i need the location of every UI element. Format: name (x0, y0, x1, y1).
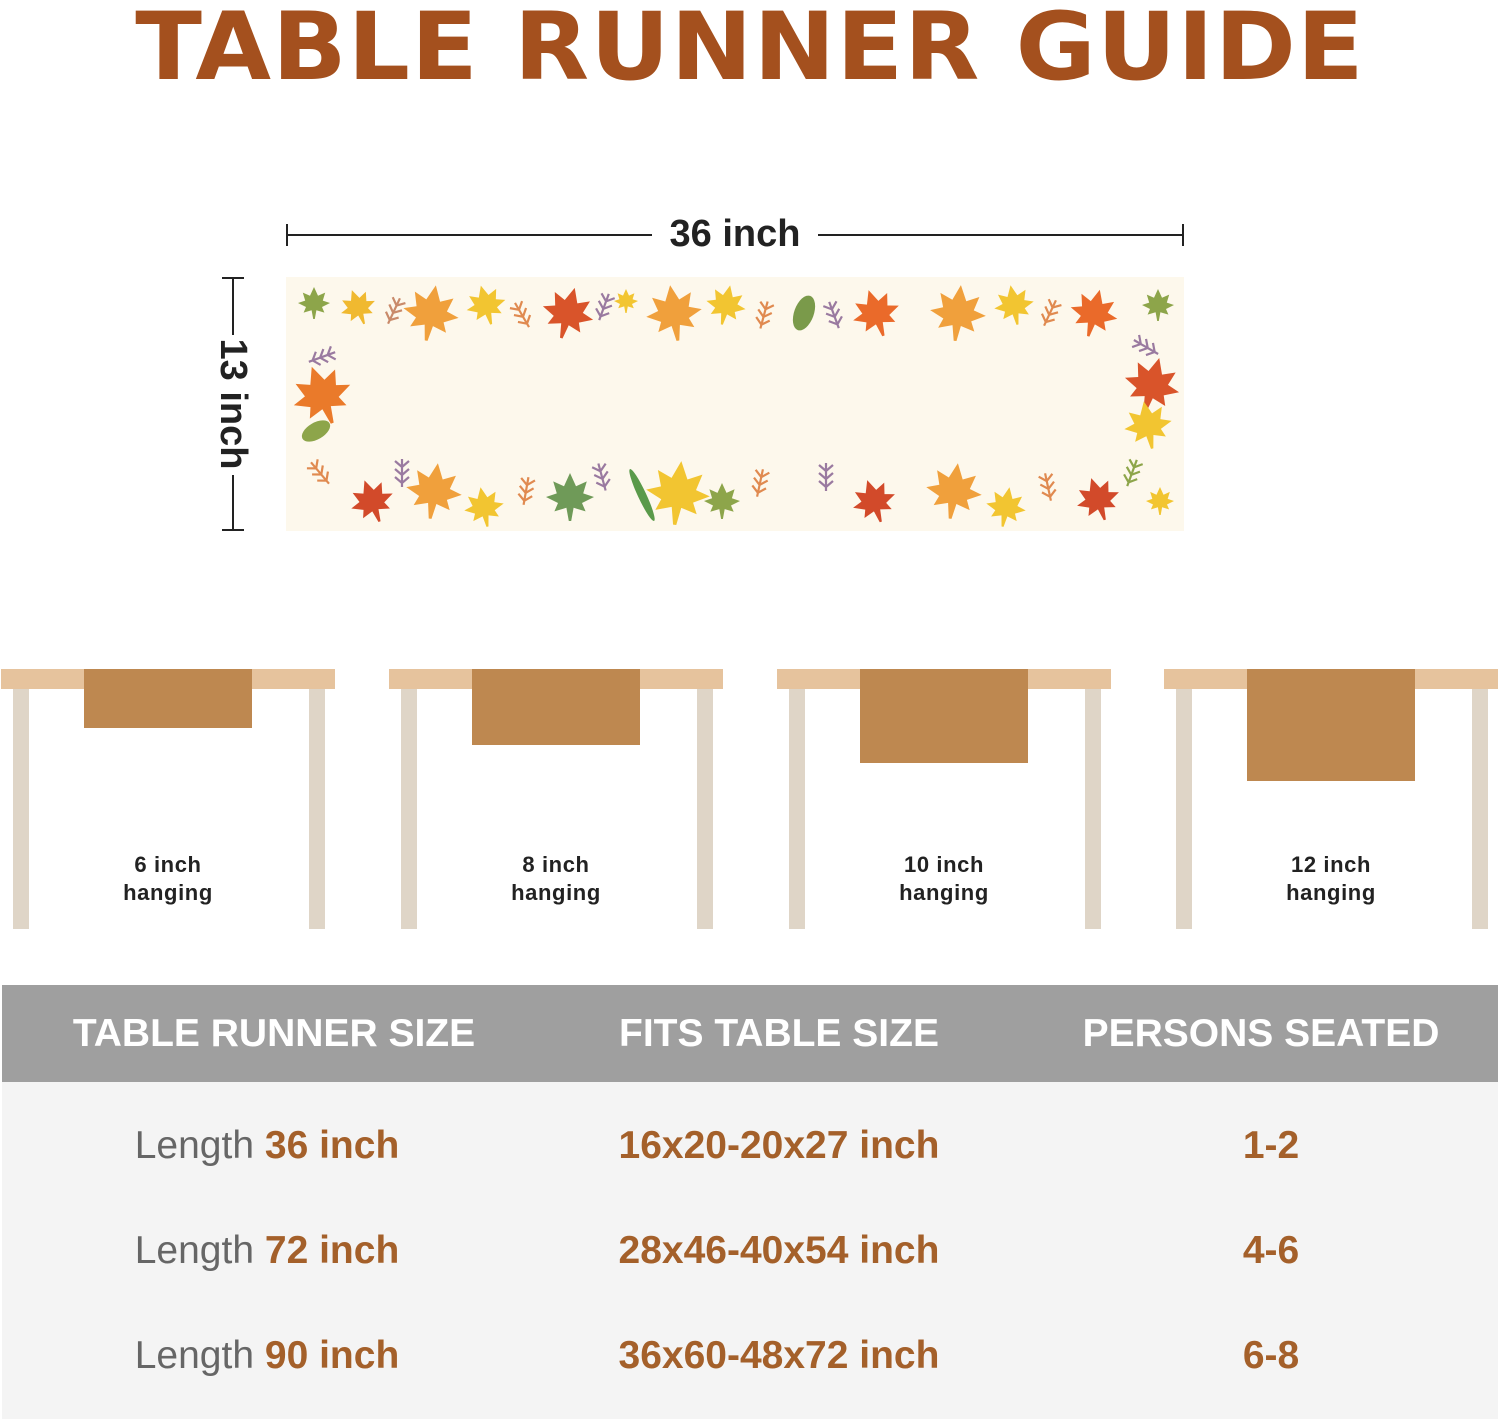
runner-drape (1247, 669, 1415, 781)
hanging-diagram-10 (777, 669, 1111, 931)
length-value: 36 inch (264, 1124, 400, 1167)
runner-drape (860, 669, 1028, 763)
hanging-diagram-8 (389, 669, 723, 931)
fits-table-cell: 36x60-48x72 inch (618, 1334, 940, 1377)
page-title: TABLE RUNNER GUIDE (135, 0, 1365, 102)
fits-table-cell: 16x20-20x27 inch (618, 1124, 940, 1167)
table-leg (1472, 689, 1488, 929)
persons-cell: 1-2 (1242, 1124, 1300, 1167)
table-leg (1176, 689, 1192, 929)
persons-cell: 6-8 (1242, 1334, 1300, 1377)
table-leg (13, 689, 29, 929)
hanging-word: hanging (899, 880, 989, 905)
table-runner-illustration (286, 277, 1184, 531)
width-label (286, 214, 1184, 254)
table-header (2, 985, 1498, 1082)
persons-cell: 4-6 (1242, 1229, 1300, 1272)
header-persons-seated: PERSONS SEATED (1082, 1012, 1440, 1055)
length-prefix: Length (134, 1334, 255, 1377)
fits-table-cell: 28x46-40x54 inch (618, 1229, 940, 1272)
header-fits-table: FITS TABLE SIZE (619, 1012, 939, 1055)
height-label: 13 inch (212, 338, 254, 470)
hanging-diagram-6 (1, 669, 335, 931)
table-leg (1085, 689, 1101, 929)
length-value: 90 inch (264, 1334, 400, 1377)
runner-drape (84, 669, 252, 728)
hanging-caption (68, 851, 268, 907)
hanging-length: 12 inch (1290, 852, 1371, 877)
hanging-diagram-12 (1164, 669, 1498, 931)
table-leg (789, 689, 805, 929)
hanging-length: 8 inch (522, 852, 590, 877)
hanging-word: hanging (511, 880, 601, 905)
table-leg (401, 689, 417, 929)
hanging-length: 10 inch (903, 852, 984, 877)
runner-size-cell (2, 1121, 532, 1171)
width-label-text: 36 inch (652, 213, 819, 255)
width-dimension (286, 213, 1184, 255)
size-table (2, 985, 1498, 1419)
runner-size-cell (2, 1226, 532, 1276)
header-runner-size: TABLE RUNNER SIZE (72, 1012, 476, 1055)
table-leg (697, 689, 713, 929)
length-prefix: Length (134, 1229, 255, 1272)
hanging-word: hanging (123, 880, 213, 905)
table-leg (309, 689, 325, 929)
hanging-caption (456, 851, 656, 907)
height-dimension (212, 277, 254, 531)
runner-size-cell (2, 1331, 532, 1381)
hanging-caption (844, 851, 1044, 907)
runner-drape (472, 669, 640, 745)
length-value: 72 inch (264, 1229, 400, 1272)
length-prefix: Length (134, 1124, 255, 1167)
hanging-length: 6 inch (134, 852, 202, 877)
hanging-word: hanging (1286, 880, 1376, 905)
hanging-caption (1231, 851, 1431, 907)
